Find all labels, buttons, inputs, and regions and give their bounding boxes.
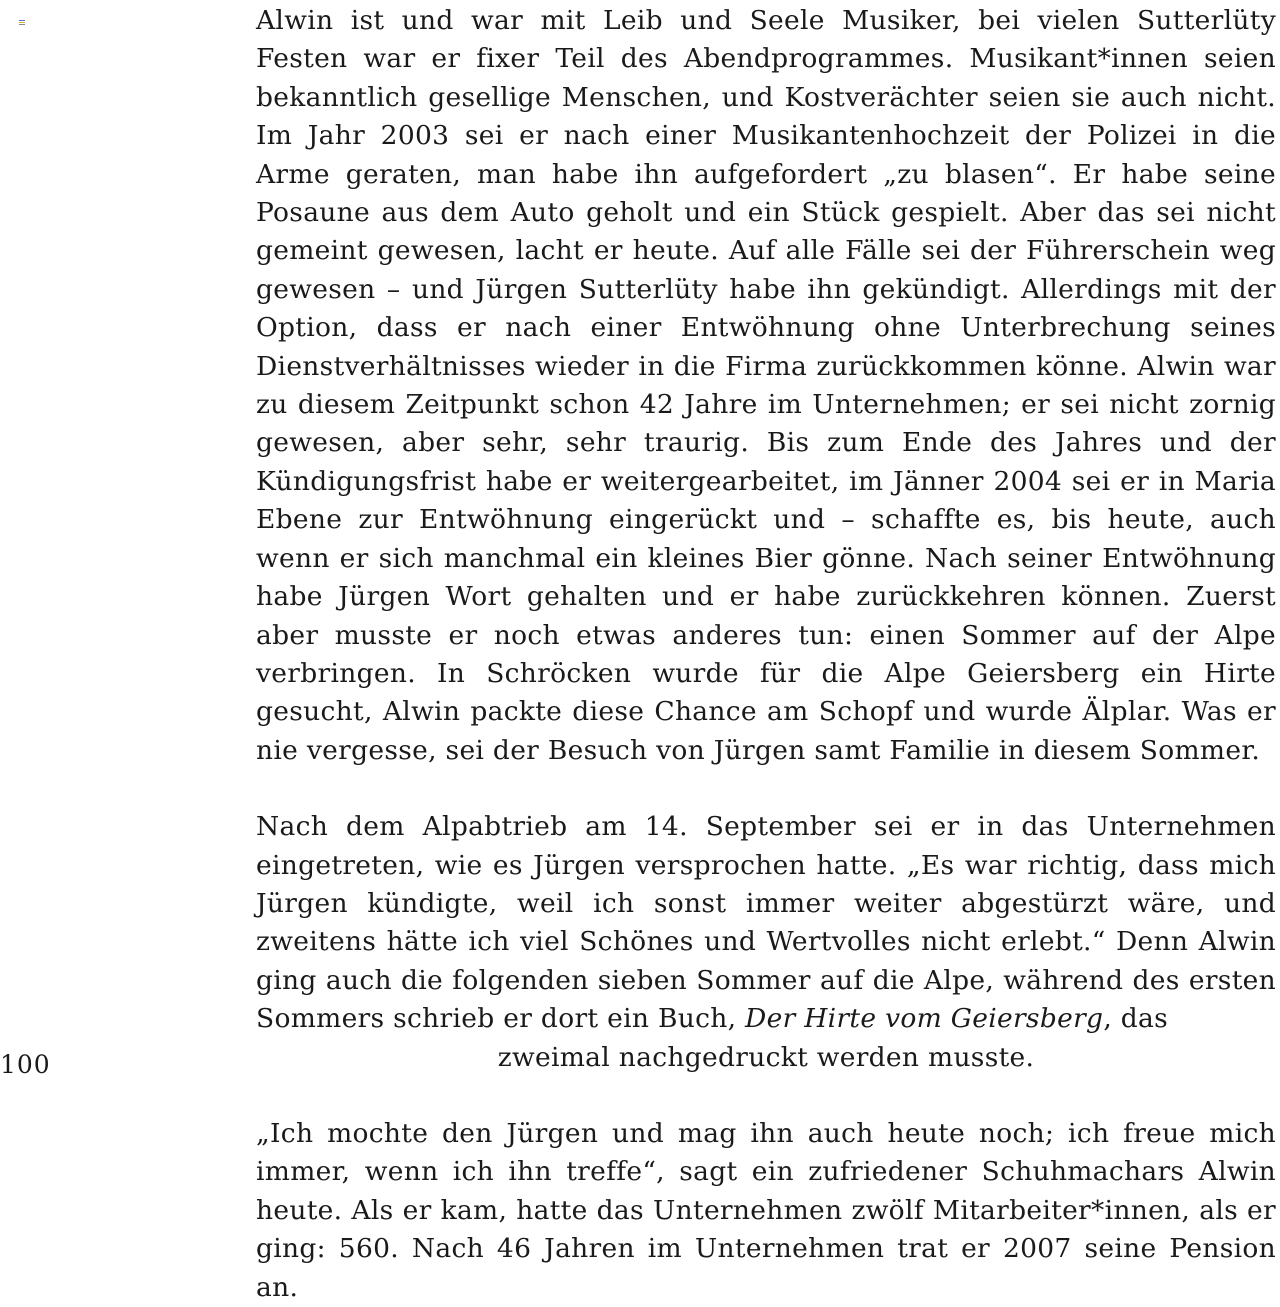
paragraph-2-text-end: , das <box>1103 1003 1169 1035</box>
paragraph-2-text: Nach dem Alpabtrieb am 14. September sei er in das Unternehmen eingetreten, wie es Jürgen versprochen hatte. „Es war richtig, dass mich Jürgen kündigte, weil ich sonst immer weiter abgestürzt wäre, und zweitens hätte ich viel Schönes und Wertvolles nicht erlebt.“ Denn Alwin ging auch die folgenden sieben Sommer auf die Alpe, während des ersten Sommers schrieb er dort ein Buch, <box>256 811 1276 1035</box>
scan-mark-icon <box>19 20 25 25</box>
book-title: Der Hirte vom Geiersberg <box>745 1003 1104 1035</box>
paragraph-2-last-line: zweimal nachgedruckt werden musste. <box>497 1041 1035 1073</box>
paragraph-1: Alwin ist und war mit Leib und Seele Musiker, bei vielen Sutterlüty Festen war er fixer Teil des Abendprogrammes. Musikant*innen seien bekanntlich gesellige Menschen, und Kostverächter seien sie auch nicht. Im Jahr 2003 sei er nach einer Musikantenhochzeit der Polizei in die Arme geraten, man habe ihn aufgefordert „zu blasen“. Er habe seine Posaune aus dem Auto geholt und ein Stück gespielt. Aber das sei nicht gemeint gewesen, lacht er heute. Auf alle Fälle sei der Führerschein weg gewesen – und Jürgen Sutterlüty habe ihn gekündigt. Allerdings mit der Option, dass er nach einer Entwöhnung ohne Unterbrechung seines Dienstverhältnisses wieder in die Firma zurückkommen könne. Alwin war zu diesem Zeitpunkt schon 42 Jahre im Unternehmen; er sei nicht zornig gewesen, aber sehr, sehr traurig. Bis zum Ende des Jahres und der Kündigungsfrist habe er weitergearbeitet, im Jänner 2004 sei er in Maria Ebene zur Entwöhnung eingerückt und – schaffte es, bis heute, auch wenn er sich manchmal ein kleines Bier gönne. Nach seiner Entwöhnung habe Jürgen Wort gehalten und er habe zurückkehren können. Zuerst aber musste er noch etwas anderes tun: einen Sommer auf der Alpe verbringen. In Schröcken wurde für die Alpe Geiersberg ein Hirte gesucht, Alwin packte diese Chance am Schopf und wurde Älplar. Was er nie vergesse, sei der Besuch von Jürgen samt Familie in diesem Sommer. <box>256 5 1276 766</box>
page-number: 100 <box>0 1050 51 1079</box>
paragraph-2 <box>256 808 1276 1038</box>
body-text <box>256 2 1276 1307</box>
paragraph-3: „Ich mochte den Jürgen und mag ihn auch heute noch; ich freue mich immer, wenn ich ihn treffe“, sagt ein zufriedener Schuhmachars Alwin heute. Als er kam, hatte das Unternehmen zwölf Mitarbeiter*innen, als er ging: 560. Nach 46 Jahren im Unternehmen trat er 2007 seine Pension an. <box>256 1117 1276 1303</box>
